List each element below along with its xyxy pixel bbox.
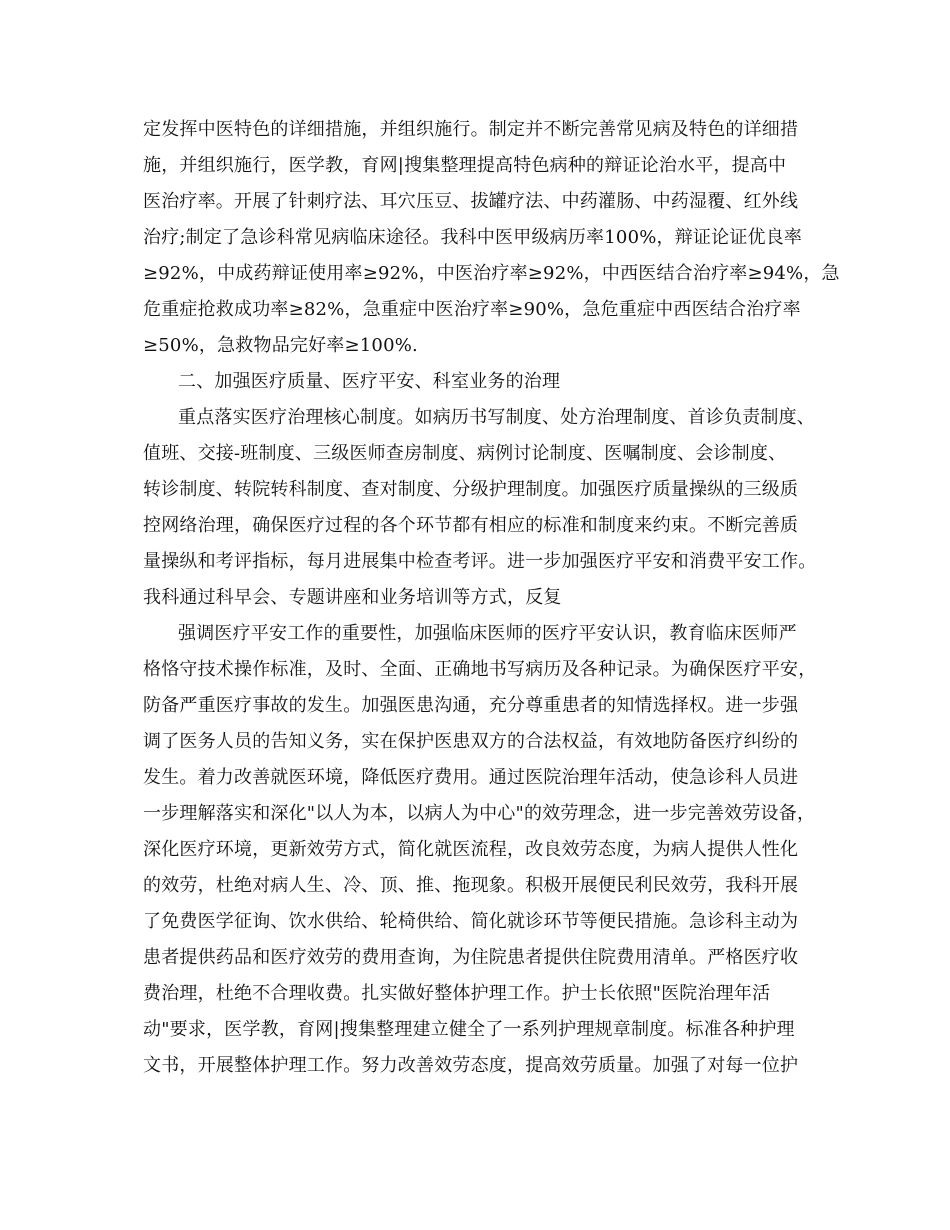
- text-line: 治疗;制定了急诊科常见病临床途径。我科中医甲级病历率100%，辩证论证优良率: [143, 227, 803, 248]
- text-line: 量操纵和考评指标，每月进展集中检查考评。进一步加强医疗平安和消费平安工作。: [143, 551, 817, 572]
- text-line: 施，并组织施行，医学教，育网|搜集整理提高特色病种的辩证论治水平，提高中: [143, 155, 787, 176]
- text-line: 深化医疗环境，更新效劳方式，简化就医流程，改良效劳态度，为病人提供人性化: [143, 839, 799, 860]
- text-line: 了免费医学征询、饮水供给、轮椅供给、简化就诊环节等便民措施。急诊科主动为: [143, 911, 799, 932]
- text-line: 防备严重医疗事故的发生。加强医患沟通，充分尊重患者的知情选择权。进一步强: [143, 695, 799, 716]
- paragraph-start: 重点落实医疗治理核心制度。如病历书写制度、处方治理制度、首诊负责制度、: [178, 407, 815, 428]
- text-line: 值班、交接-班制度、三级医师查房制度、病例讨论制度、医嘱制度、会诊制度、: [143, 443, 787, 464]
- text-line: 一步理解落实和深化"以人为本，以病人为中心"的效劳理念，进一步完善效劳设备，: [143, 803, 816, 824]
- text-line: 定发挥中医特色的详细措施，并组织施行。制定并不断完善常见病及特色的详细措: [143, 119, 799, 140]
- text-line: 的效劳，杜绝对病人生、冷、顶、推、拖现象。积极开展便民利民效劳，我科开展: [143, 875, 799, 896]
- text-line: 危重症抢救成功率≥82%，急重症中医治疗率≥90%，急危重症中西医结合治疗率: [143, 299, 801, 320]
- text-line: ≥50%，急救物品完好率≥100%.: [143, 335, 418, 356]
- text-line: ≥92%，中成药辩证使用率≥92%，中医治疗率≥92%，中西医结合治疗率≥94%，急: [143, 263, 840, 284]
- text-line: 控网络治理，确保医疗过程的各个环节都有相应的标准和制度来约束。不断完善质: [143, 515, 799, 536]
- text-line: 医治疗率。开展了针刺疗法、耳穴压豆、拔罐疗法、中药灌肠、中药湿覆、红外线: [143, 191, 799, 212]
- text-line: 文书，开展整体护理工作。努力改善效劳态度，提高效劳质量。加强了对每一位护: [143, 1055, 799, 1076]
- text-line: 转诊制度、转院转科制度、查对制度、分级护理制度。加强医疗质量操纵的三级质: [143, 479, 799, 500]
- text-line: 动"要求，医学教，育网|搜集整理建立健全了一系列护理规章制度。标准各种护理: [143, 1019, 795, 1040]
- section-heading: 二、加强医疗质量、医疗平安、科室业务的治理: [178, 371, 561, 392]
- text-line: 格恪守技术操作标准，及时、全面、正确地书写病历及各种记录。为确保医疗平安，: [143, 659, 817, 680]
- text-line: 调了医务人员的告知义务，实在保护医患双方的合法权益，有效地防备医疗纠纷的: [143, 731, 799, 752]
- text-line: 费治理，杜绝不合理收费。扎实做好整体护理工作。护士长依照"医院治理年活: [143, 983, 771, 1004]
- text-line: 发生。着力改善就医环境，降低医疗费用。通过医院治理年活动，使急诊科人员进: [143, 767, 799, 788]
- text-line: 我科通过科早会、专题讲座和业务培训等方式，反复: [143, 587, 562, 608]
- text-line: 患者提供药品和医疗效劳的费用查询，为住院患者提供住院费用清单。严格医疗收: [143, 947, 799, 968]
- paragraph-start: 强调医疗平安工作的重要性，加强临床医师的医疗平安认识，教育临床医师严: [178, 623, 797, 644]
